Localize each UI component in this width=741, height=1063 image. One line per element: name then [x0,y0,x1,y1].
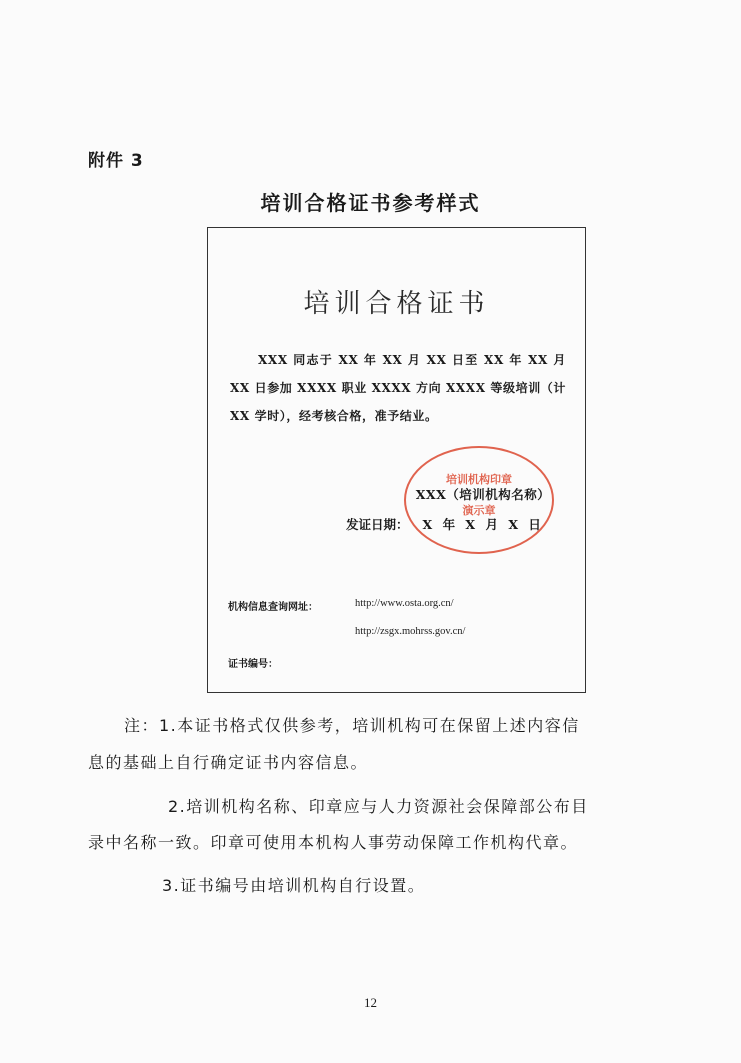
certificate-sample [207,227,586,693]
note-1-line-1: 注：1.本证书格式仅供参考，培训机构可在保留上述内容信 [124,716,580,735]
certificate-body [230,346,566,430]
issue-date [346,515,544,533]
seal-text-bottom: 演示章 [462,504,496,517]
note-3: 3.证书编号由培训机构自行设置。 [162,876,426,895]
note-2-line-1: 2.培训机构名称、印章应与人力资源社会保障部公布目 [168,797,589,816]
note-1-line-2: 息的基础上自行确定证书内容信息。 [88,753,369,772]
lookup-url-mohrss: http://zsgx.mohrss.gov.cn/ [355,626,466,637]
certificate-body-text: XXX 同志于 XX 年 XX 月 XX 日至 XX 年 XX 月 XX 日参加 XXXX 职业 XXXX 方向 XXXX 等级培训（计 XX 学时），经考核合格，准予结业。 [230,353,566,423]
seal-text-top: 培训机构印章 [446,473,512,486]
lookup-url-label: 机构信息查询网址： [228,602,318,613]
organization-name: XXX（培训机构名称） [415,487,551,502]
certificate-number-label: 证书编号： [228,659,278,670]
document-title: 培训合格证书参考样式 [260,191,481,215]
attachment-label: 附件 3 [88,151,144,171]
certificate-title: 培训合格证书 [303,289,490,319]
lookup-url-osta: http://www.osta.org.cn/ [355,598,454,609]
issue-date-value: X 年 X 月 X 日 [422,517,544,532]
issue-date-label: 发证日期： [346,517,409,532]
note-2-line-2: 录中名称一致。印章可使用本机构人事劳动保障工作机构代章。 [88,833,579,852]
page-number: 12 [364,995,377,1010]
